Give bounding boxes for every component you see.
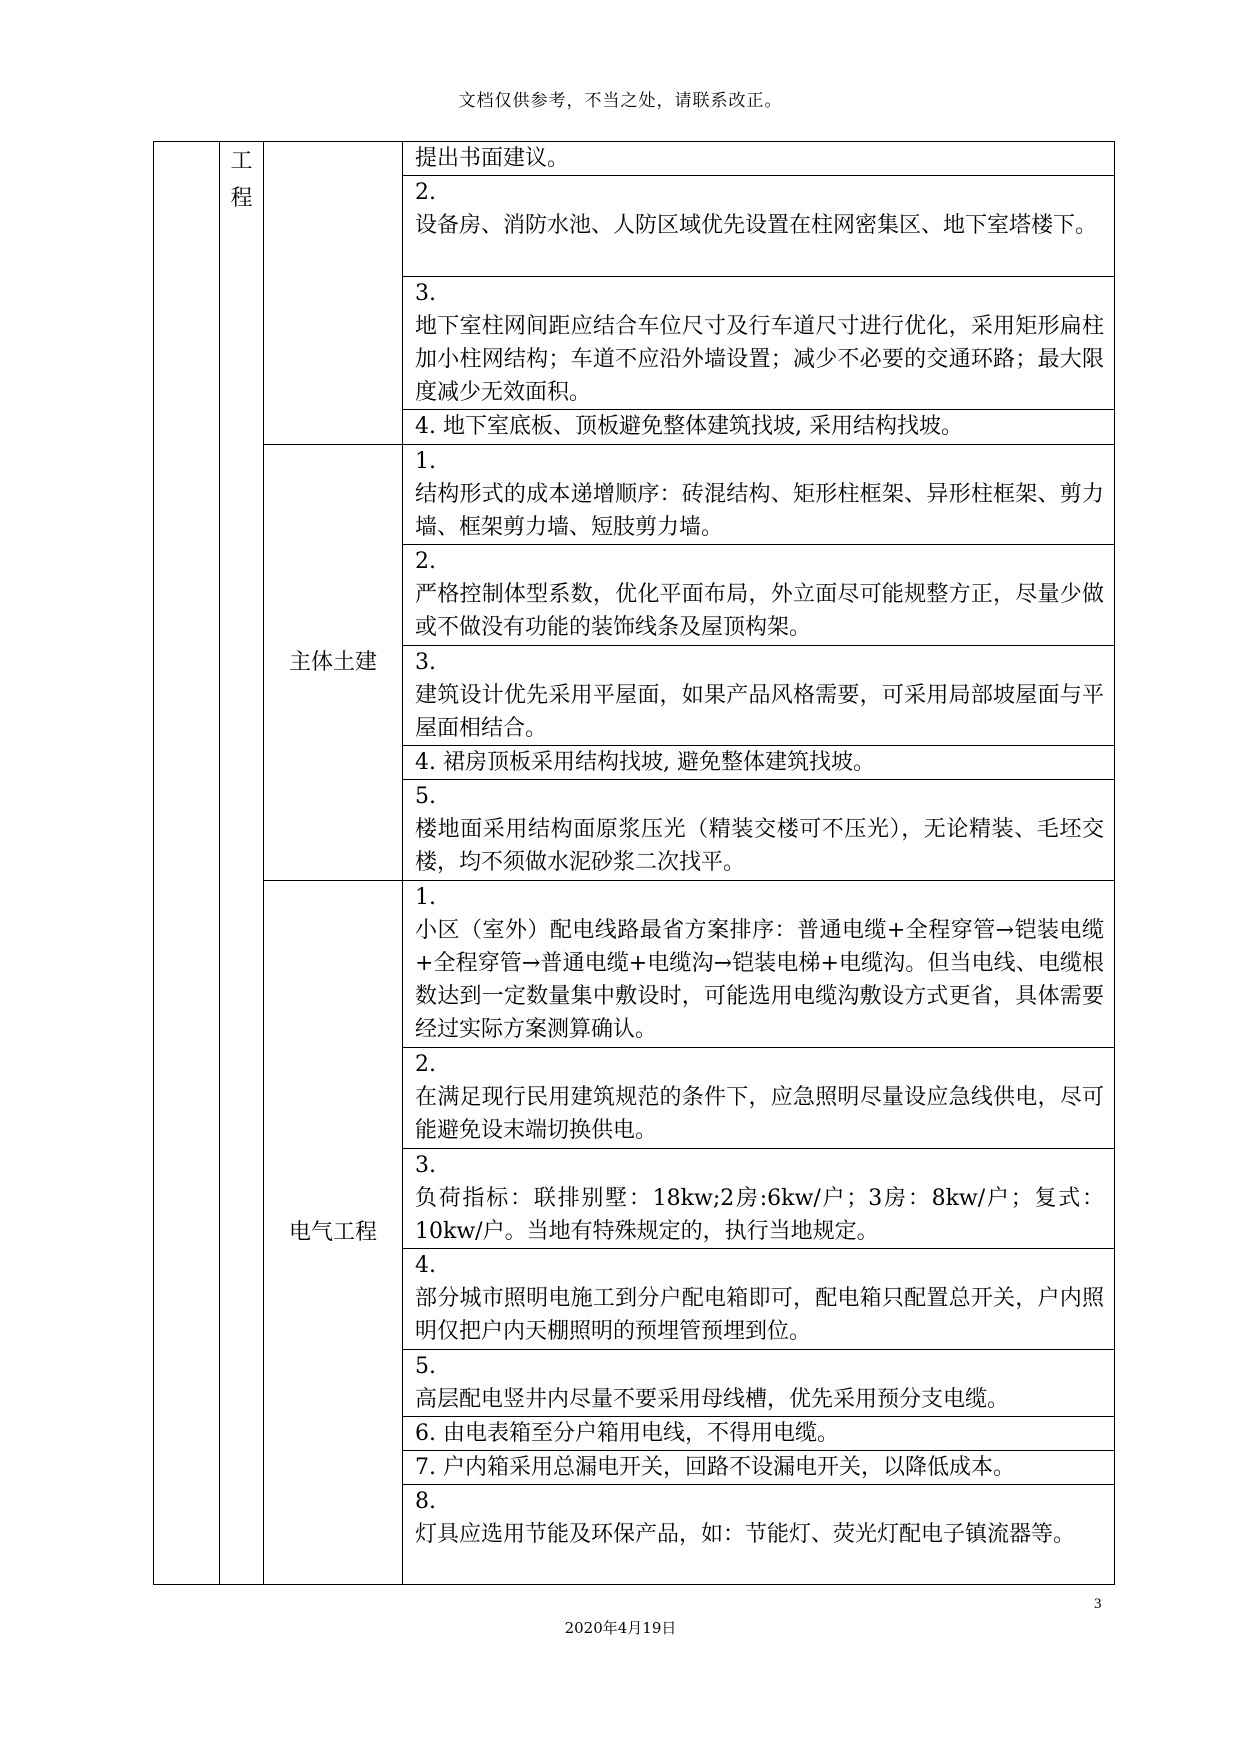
item-text: 负荷指标：联排别墅：18kw;2房:6kw/户；3房：8kw/户；复式：10kw/户。当地有特殊规定的，执行当地规定。: [415, 1185, 1104, 1244]
table-row: [403, 881, 1115, 1048]
item-text: 高层配电竖井内尽量不要采用母线槽，优先采用预分支电缆。: [415, 1386, 1010, 1412]
content-table: [153, 141, 1115, 1585]
table-row: [403, 142, 1115, 176]
item-number: 5.: [415, 784, 436, 810]
item-number: 8.: [415, 1489, 436, 1515]
item-text: 小区（室外）配电线路最省方案排序：普通电缆+全程穿管→铠装电缆+全程穿管→普通电缆+电缆沟→铠装电梯+电缆沟。但当电线、电缆根数达到一定数量集中敷设时，可能选用电缆沟敷设方式更省，具体需要经过实际方案测算确认。: [415, 918, 1104, 1043]
table-row: [403, 410, 1115, 444]
category-structure: 主体土建: [264, 444, 403, 880]
item-number: 1.: [415, 448, 436, 474]
table-row: [403, 545, 1115, 646]
item-text: 严格控制体型系数，优化平面布局，外立面尽可能规整方正，尽量少做或不做没有功能的装饰线条及屋顶构架。: [415, 582, 1104, 641]
item-text: 在满足现行民用建筑规范的条件下，应急照明尽量设应急线供电，尽可能避免设末端切换供电。: [415, 1084, 1104, 1143]
category-electrical: 电气工程: [264, 881, 403, 1585]
table-row: [403, 1485, 1115, 1585]
item-text: 楼地面采用结构面原浆压光（精装交楼可不压光），无论精装、毛坯交楼，均不须做水泥砂浆二次找平。: [415, 817, 1104, 876]
table-row: [403, 780, 1115, 881]
table-row: [403, 746, 1115, 780]
item-text: 4. 地下室底板、顶板避免整体建筑找坡, 采用结构找坡。: [415, 414, 963, 440]
item-number: 3.: [415, 280, 436, 306]
item-text: 灯具应选用节能及环保产品，如：节能灯、荧光灯配电子镇流器等。: [415, 1522, 1076, 1548]
item-text: 地下室柱网间距应结合车位尺寸及行车道尺寸进行优化，采用矩形扁柱加小柱网结构；车道不应沿外墙设置；减少不必要的交通环路；最大限度减少无效面积。: [415, 313, 1104, 405]
footer-date: 2020年4月19日: [564, 1619, 677, 1637]
section-char-2: 程: [230, 186, 253, 211]
table-row: [403, 1148, 1115, 1249]
category-cell-empty: [264, 142, 403, 445]
item-number: 1.: [415, 885, 436, 911]
item-number: 3.: [415, 1152, 436, 1178]
table-row: [403, 1416, 1115, 1450]
table-row: [403, 645, 1115, 746]
item-text: 结构形式的成本递增顺序：砖混结构、矩形柱框架、异形柱框架、剪力墙、框架剪力墙、短肢剪力墙。: [415, 481, 1104, 540]
table-row: [403, 1047, 1115, 1148]
first-column-cell: [154, 142, 220, 1585]
table-row: [403, 444, 1115, 545]
item-number: 3.: [415, 649, 436, 675]
table-row: [403, 276, 1115, 410]
second-column-cell: [220, 142, 264, 1585]
item-text: 6. 由电表箱至分户箱用电线，不得用电缆。: [415, 1420, 839, 1446]
table-row: [403, 1349, 1115, 1416]
item-number: 4.: [415, 1253, 436, 1279]
table-row: [403, 1451, 1115, 1485]
item-text: 提出书面建议。: [415, 146, 570, 171]
header-note: 文档仅供参考，不当之处，请联系改正。: [458, 91, 783, 111]
item-text: 4. 裙房顶板采用结构找坡, 避免整体建筑找坡。: [415, 750, 875, 776]
item-text: 设备房、消防水池、人防区域优先设置在柱网密集区、地下室塔楼下。: [415, 213, 1098, 239]
item-text: 建筑设计优先采用平屋面，如果产品风格需要，可采用局部坡屋面与平屋面相结合。: [415, 682, 1104, 741]
table-row: [403, 176, 1115, 277]
item-number: 2.: [415, 1051, 436, 1077]
item-number: 5.: [415, 1353, 436, 1379]
item-text: 部分城市照明电施工到分户配电箱即可，配电箱只配置总开关，户内照明仅把户内天棚照明的预埋管预埋到位。: [415, 1286, 1104, 1345]
item-text: 7. 户内箱采用总漏电开关，回路不设漏电开关，以降低成本。: [415, 1455, 1015, 1481]
section-char-1: 工: [230, 149, 253, 174]
page-number: 3: [1094, 1596, 1102, 1612]
item-number: 2.: [415, 180, 436, 206]
item-number: 2.: [415, 549, 436, 575]
table-row: [403, 1249, 1115, 1350]
